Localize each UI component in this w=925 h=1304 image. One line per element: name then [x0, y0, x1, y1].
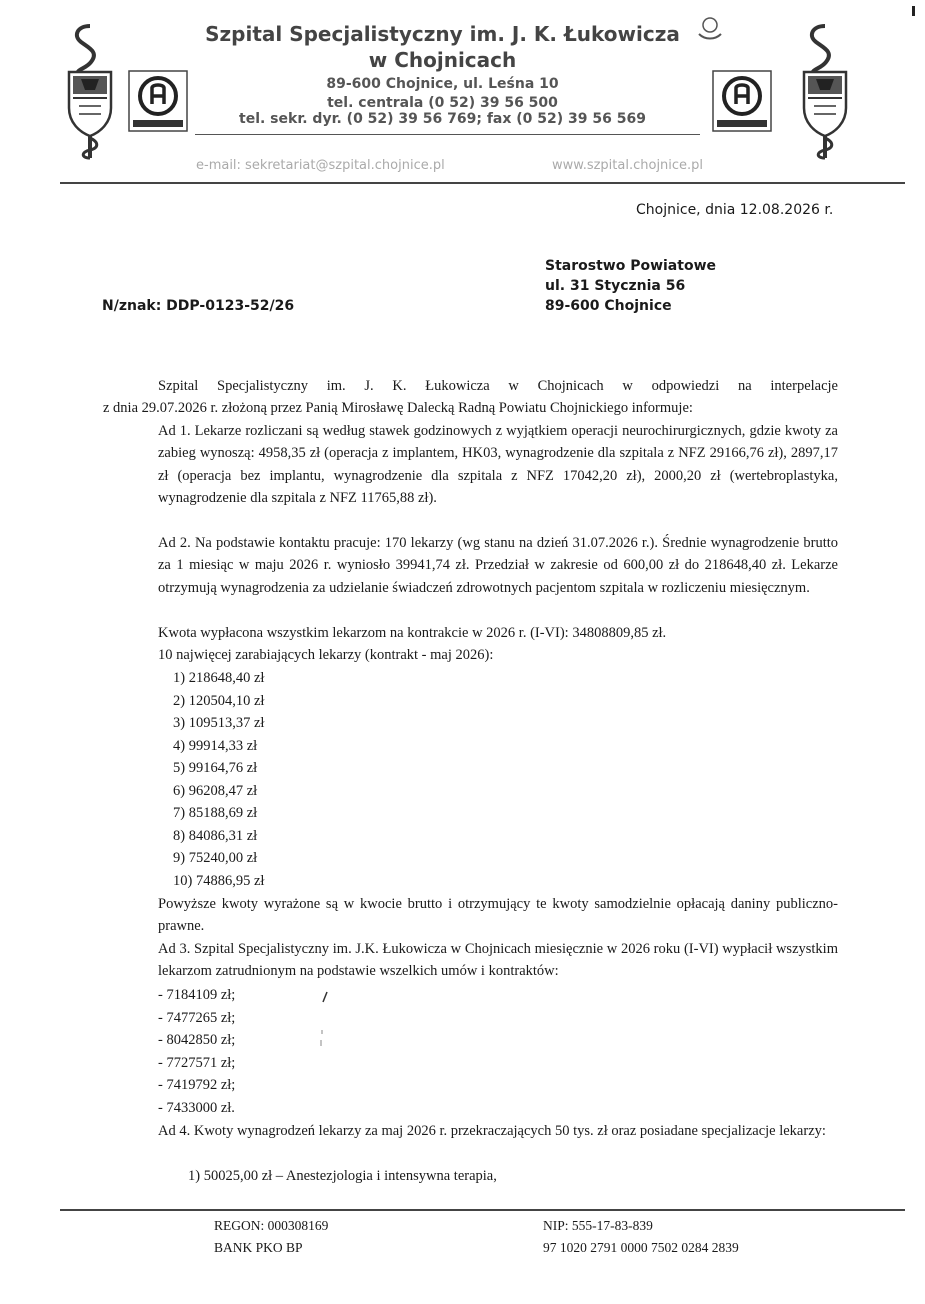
list-item: 8) 84086,31 zł	[173, 827, 258, 844]
recipient-line3: 89-600 Chojnice	[545, 298, 672, 314]
monthly-payments-list	[158, 984, 235, 1120]
list-item: 6) 96208,47 zł	[173, 782, 258, 799]
ad1-paragraph: Ad 1. Lekarze rozliczani są według stawek godzinowych z wyjątkiem operacji neurochirurgicznych, gdzie kwoty za zabieg wynoszą: 4958,35 zł (operacja z implantem, HK03, wynagrodzenie dla szpitala z NFZ 29166,76 zł), 2897,17 zł (operacja bez implantu, wynagrodzenie dla szpitala z NFZ 17042,20 zł), 2000,20 zł (wertebroplastyka, wynagrodzenie dla szpitala z NFZ 11765,88 zł).	[158, 423, 838, 507]
list-item: 2) 120504,10 zł	[173, 692, 265, 709]
list-item: 7) 85188,69 zł	[173, 805, 258, 821]
list-item: - 8042850 zł;	[158, 1032, 236, 1049]
letter-date: Chojnice, dnia 12.08.2026 r.	[636, 202, 834, 218]
top10-list	[173, 667, 264, 892]
list-item: 10) 74886,95 zł	[173, 872, 265, 889]
list-item: - 7433000 zł.	[158, 1099, 235, 1116]
certificate-q-logo-right-icon	[712, 70, 772, 132]
footer-nip: NIP: 555-17-83-839	[543, 1218, 653, 1233]
website-link[interactable]: www.szpital.chojnice.pl	[552, 158, 704, 173]
hospital-phone: tel. centrala (0 52) 39 56 500	[327, 95, 558, 111]
list-item: - 7727571 zł;	[158, 1054, 236, 1071]
list-item: 9) 75240,00 zł	[173, 850, 258, 866]
reference-number: N/znak: DDP-0123-52/26	[102, 298, 295, 314]
ad2-top-heading: 10 najwięcej zarabiających lekarzy (kontrakt - maj 2026):	[158, 647, 494, 663]
ad4-paragraph: Ad 4. Kwoty wynagrodzeń lekarzy za maj 2026 r. przekraczających 50 tys. zł oraz posiadane specjalizacje lekarzy:	[158, 1123, 826, 1139]
footer-bank: BANK PKO BP	[214, 1240, 303, 1255]
ad2-total: Kwota wypłacona wszystkim lekarzom na kontrakcie w 2026 r. (I-VI): 34808809,85 zł.	[158, 625, 667, 641]
email-link[interactable]: e-mail: sekretariat@szpital.chojnice.pl	[196, 158, 445, 173]
header-bottom-rule	[60, 182, 905, 184]
hospital-address: 89-600 Chojnice, ul. Leśna 10	[326, 76, 559, 92]
list-item: 4) 99914,33 zł	[173, 737, 258, 754]
list-item: 3) 109513,37 zł	[173, 715, 265, 731]
list-item: - 7184109 zł;	[158, 987, 236, 1003]
ad2-paragraph: Ad 2. Na podstawie kontaktu pracuje: 170 lekarzy (wg stanu na dzień 31.07.2026 r.). Średnie wynagrodzenie brutto za 1 miesiąc w maju 2026 r. wyniosło 39941,74 zł. Przedział w zakresie od 600,00 zł do 218648,40 zł. Lekarze otrzymują wynagrodzenia za udzielanie świadczeń zdrowotnych pacjentom szpitala w rozliczeniu miesięcznym.	[158, 535, 838, 596]
intro-line2: z dnia 29.07.2026 r. złożoną przez Panią Mirosławę Dalecką Radną Powiatu Chojnickiego informuje:	[103, 400, 693, 417]
ad2-note: Powyższe kwoty wyrażone są w kwocie brutto i otrzymujący te kwoty samodzielnie opłacają daniny publiczno-prawne.	[158, 896, 838, 935]
recipient-line2: ul. 31 Stycznia 56	[545, 278, 686, 294]
list-item: - 7477265 zł;	[158, 1009, 236, 1026]
recipient-line1: Starostwo Powiatowe	[545, 258, 716, 274]
pen-mark	[318, 990, 332, 1050]
ad4-item1: 1) 50025,00 zł – Anestezjologia i intensywna terapia,	[188, 1168, 497, 1184]
intro-paragraph	[103, 375, 838, 420]
list-item: 1) 218648,40 zł	[173, 670, 265, 686]
intro-line1: Szpital Specjalistyczny im. J. K. Łukowicza w Chojnicach w odpowiedzi na interpelacje	[158, 378, 838, 394]
hospital-city: w Chojnicach	[368, 48, 517, 72]
footer-account: 97 1020 2791 0000 7502 0284 2839	[543, 1240, 739, 1255]
hospital-name: Szpital Specjalistyczny im. J. K. Łukowicza	[205, 22, 680, 46]
footer-rule	[60, 1209, 905, 1211]
list-item: 5) 99164,76 zł	[173, 760, 258, 776]
hospital-phone-fax: tel. sekr. dyr. (0 52) 39 56 769; fax (0 52) 39 56 569	[239, 111, 646, 127]
footer-regon: REGON: 000308169	[214, 1218, 329, 1233]
list-item: - 7419792 zł;	[158, 1077, 236, 1094]
scan-speck	[912, 6, 915, 16]
header-divider	[195, 134, 700, 135]
accreditation-mark-icon	[697, 16, 723, 42]
hospital-crest-right-icon	[790, 22, 860, 162]
ad3-paragraph: Ad 3. Szpital Specjalistyczny im. J.K. Łukowicza w Chojnicach miesięcznie w 2026 roku (I-VI) wypłacił wszystkim lekarzom zatrudnionym na podstawie wszelkich umów i kontraktów:	[158, 941, 838, 980]
